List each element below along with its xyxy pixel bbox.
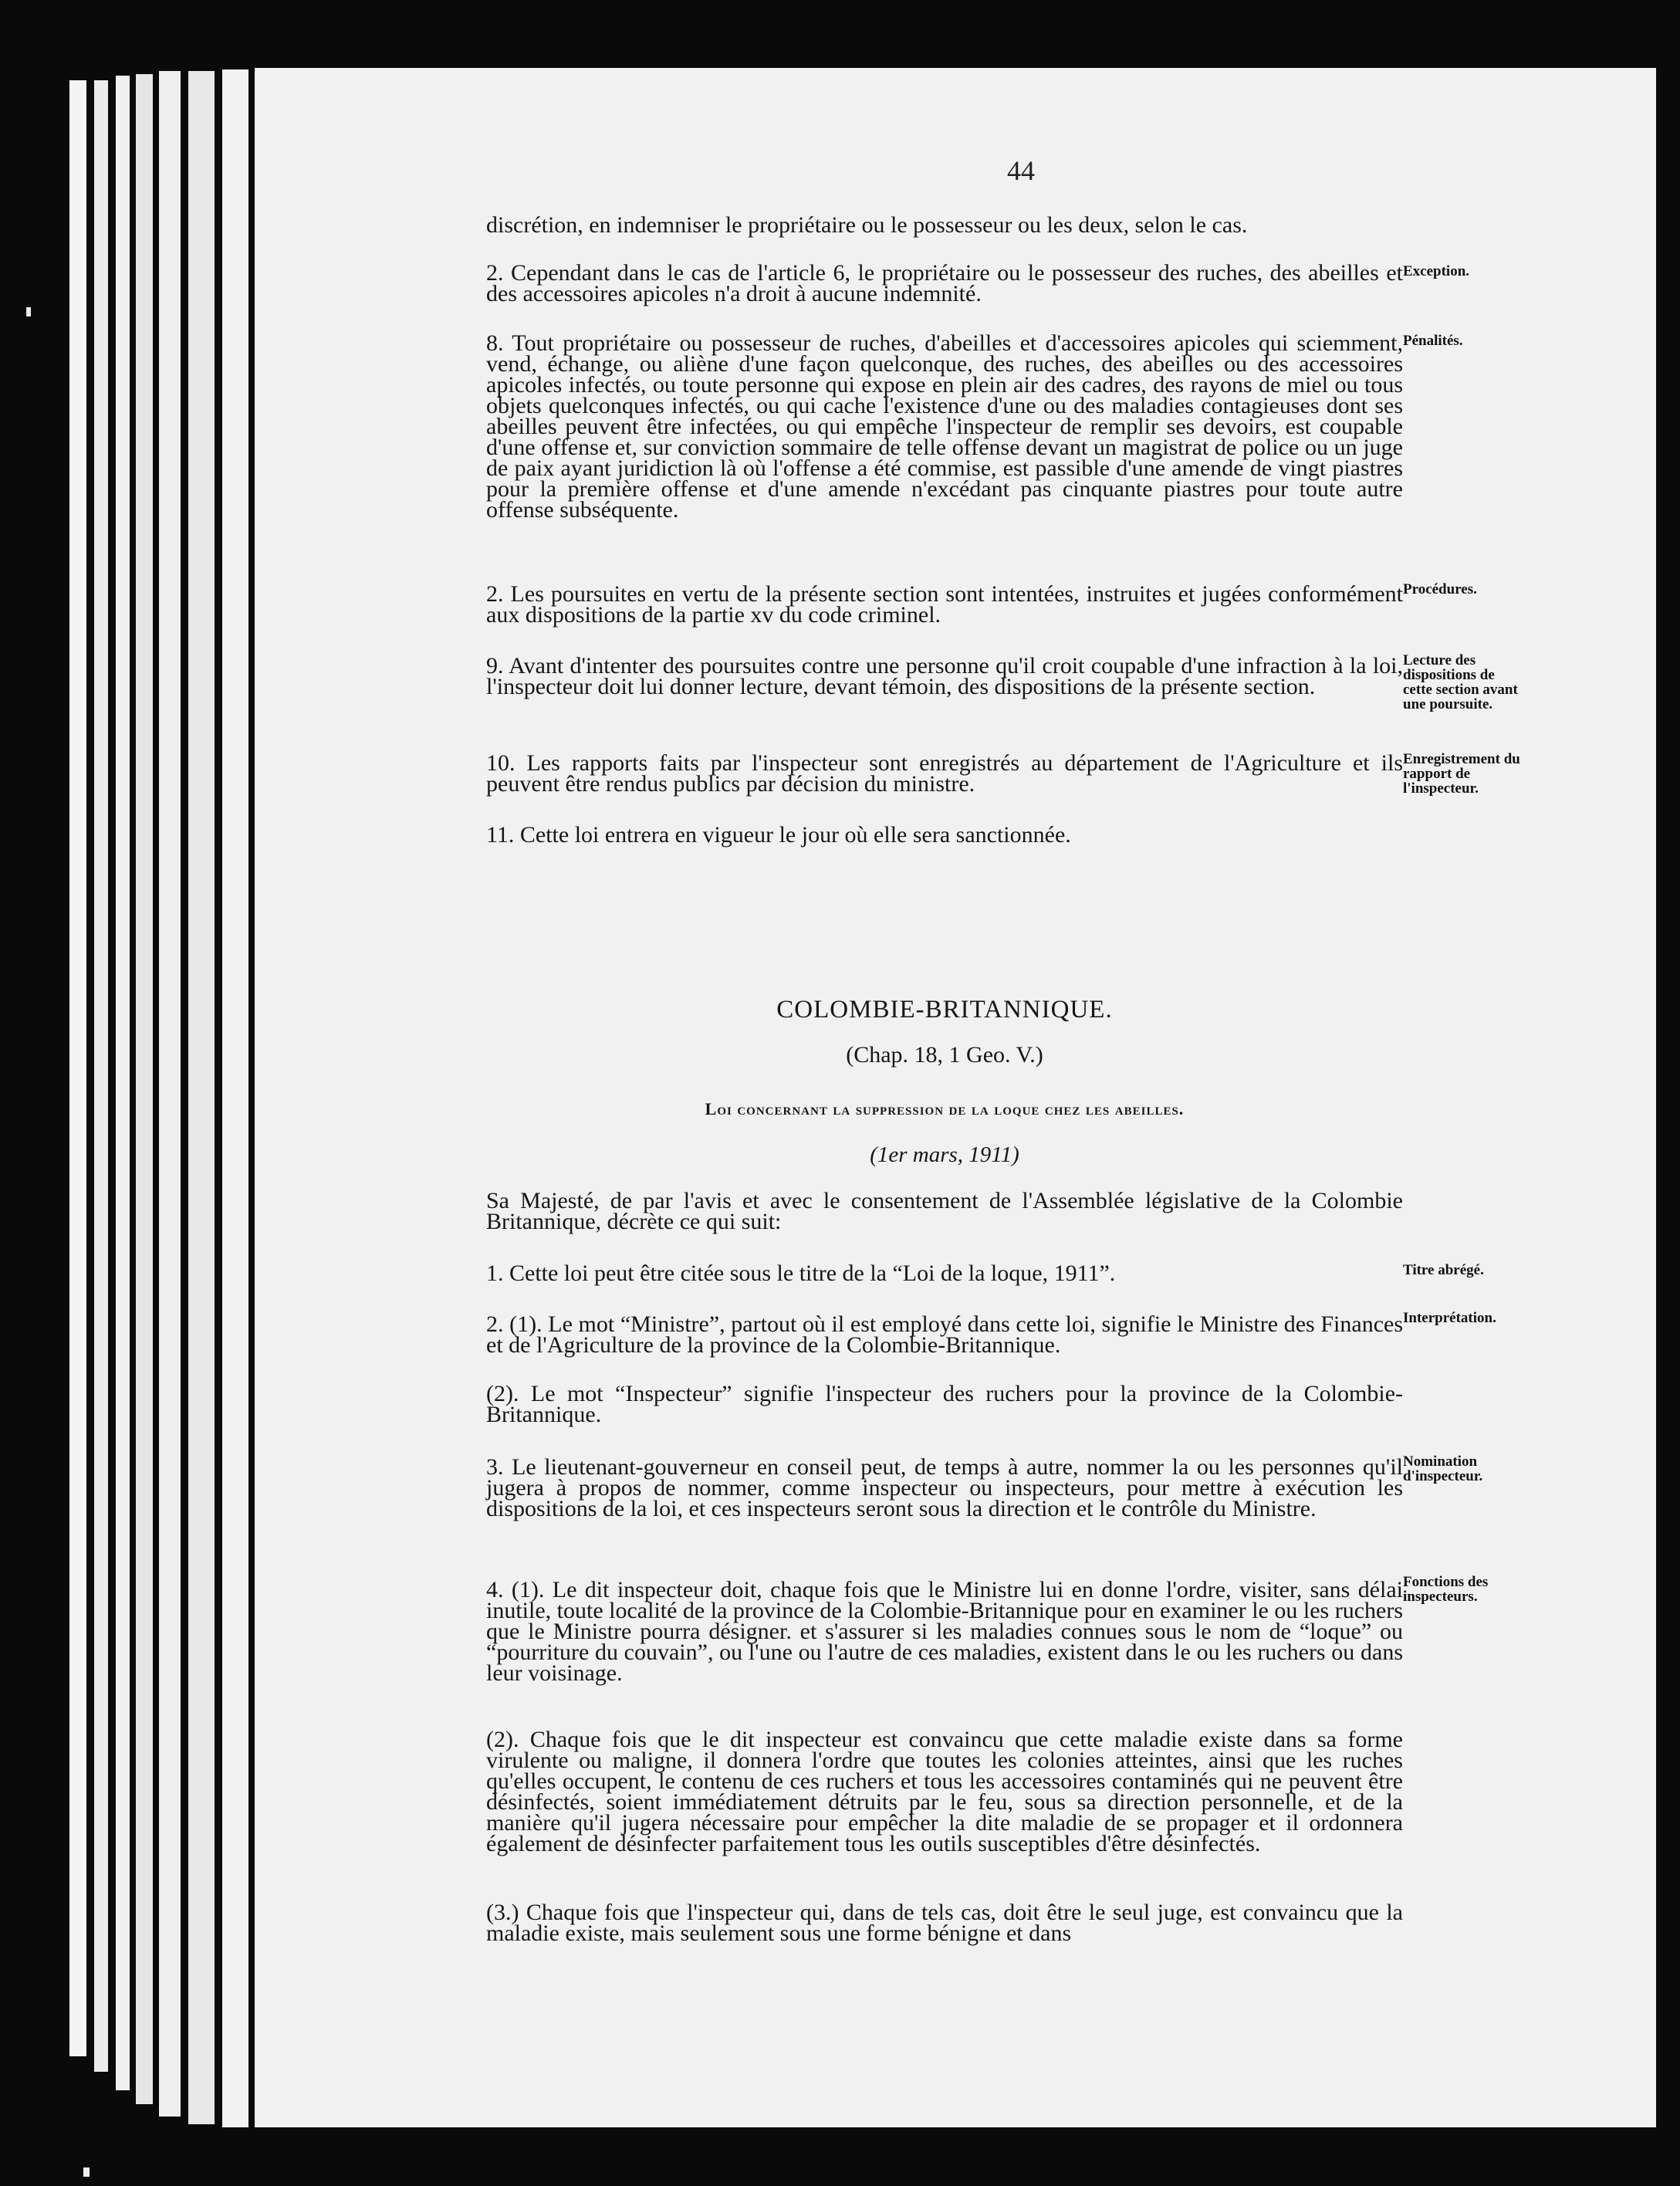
paragraph-procedures: 2. Les poursuites en vertu de la présente section sont intentées, instruites et jugées conformément aux dispositions de la partie xv du code criminel.: [486, 581, 1403, 628]
margin-note-titre: Titre abrégé.: [1403, 1262, 1484, 1278]
paragraph-section-9: 9. Avant d'intenter des poursuites contre une personne qu'il croit coupable d'une infraction à la loi, l'inspecteur doit lui donner lecture, devant témoin, des dispositions de la présente section.: [486, 653, 1403, 699]
page-stack-edge: [69, 80, 86, 2056]
margin-note-nomination: Nomination d'inspecteur.: [1403, 1453, 1483, 1484]
page-stack-edge: [188, 71, 215, 2124]
paragraph-continuation: discrétion, en indemniser le propriétaire ou le possesseur ou les deux, selon le cas.: [486, 212, 1248, 238]
film-speck: [83, 2167, 90, 2177]
margin-note-procedures: Procédures.: [1403, 581, 1477, 597]
paragraph-section-4-2: (2). Chaque fois que le dit inspecteur est convaincu que cette maladie existe dans sa forme virulente ou maligne, il donnera l'ordre que toutes les colonies atteintes, ainsi que les ruches qu'elles occupent, le contenu de ces ruchers et tous les accessoires contaminés qui ne peuvent être désinfectés, soient immédiatement détruits par le feu, sous sa direction personnelle, et de la manière qu'il jugera nécessaire pour empêcher la dite maladie de se propager et il ordonnera également de désinfecter parfaitement tous les outils susceptibles d'être désinfectés.: [486, 1727, 1403, 1856]
paragraph-section-2-1: 2. (1). Le mot “Ministre”, partout où il est employé dans cette loi, signifie le Ministre des Finances et de l'Agriculture de la province de la Colombie-Britannique.: [486, 1311, 1403, 1358]
paragraph-section-3: 3. Le lieutenant-gouverneur en conseil peut, de temps à autre, nommer la ou les personnes qu'il jugera à propos de nommer, comme inspecteur ou inspecteurs, pour mettre à exécution les dispositions de la loi, et ces inspecteurs seront sous la direction et le contrôle du Ministre.: [486, 1454, 1403, 1521]
page-stack-edge: [94, 80, 108, 2072]
paragraph-exception: 2. Cependant dans le cas de l'article 6, le propriétaire ou le possesseur des ruches, des abeilles et des accessoires apicoles n'a droit à aucune indemnité.: [486, 260, 1403, 306]
paragraph-section-4-3: (3.) Chaque fois que l'inspecteur qui, dans de tels cas, doit être le seul juge, est convaincu que la maladie existe, mais seulement sous une forme bénigne et dans: [486, 1900, 1403, 1946]
act-date: (1er mars, 1911): [870, 1142, 1019, 1167]
chapter-reference: (Chap. 18, 1 Geo. V.): [846, 1042, 1043, 1068]
page-stack-edge: [116, 76, 130, 2090]
film-speck: [26, 307, 31, 316]
paragraph-section-10: 10. Les rapports faits par l'inspecteur sont enregistrés au département de l'Agriculture et ils peuvent être rendus publics par décision du ministre.: [486, 750, 1403, 797]
margin-note-lecture: Lecture des dispositions de cette section avant une poursuite.: [1403, 652, 1518, 712]
paragraph-section-8: 8. Tout propriétaire ou possesseur de ruches, d'abeilles et d'accessoires apicoles qui sciemment, vend, échange, ou aliène d'une façon quelconque, des ruches, des abeilles ou des accessoires apicoles infectés, ou toute personne qui expose en plein air des cadres, des rayons de miel ou tous objets quelconques infectés, ou qui cache l'existence d'une ou des maladies contagieuses dont ses abeilles peuvent être infectées, ou qui empêche l'inspecteur de remplir ses devoirs, est coupable d'une offense et, sur conviction sommaire de telle offense devant un magistrat de police ou un juge de paix ayant juridiction là où l'offense a été commise, est passible d'une amende de vingt piastres pour la première offense et d'une amende n'excédant pas cinquante piastres pour toute autre offense subséquente.: [486, 330, 1403, 523]
margin-note-penalites: Pénalités.: [1403, 333, 1463, 349]
paragraph-section-1: 1. Cette loi peut être citée sous le titre de la “Loi de la loque, 1911”.: [486, 1261, 1116, 1286]
paragraph-enactment: Sa Majesté, de par l'avis et avec le consentement de l'Assemblée législative de la Colombie Britannique, décrète ce qui suit:: [486, 1188, 1403, 1234]
margin-note-interpretation: Interprétation.: [1403, 1310, 1496, 1326]
act-title: Loi concernant la suppression de la loque chez les abeilles.: [705, 1099, 1185, 1118]
paragraph-section-2-2: (2). Le mot “Inspecteur” signifie l'inspecteur des ruchers pour la province de la Colombie-Britannique.: [486, 1381, 1403, 1427]
paragraph-section-11: 11. Cette loi entrera en vigueur le jour où elle sera sanctionnée.: [486, 822, 1071, 848]
page-number: 44: [1007, 155, 1035, 186]
page-stack-edge: [136, 74, 153, 2104]
page-stack-edge: [222, 69, 248, 2127]
margin-note-fonctions: Fonctions des inspecteurs.: [1403, 1574, 1489, 1605]
margin-note-exception: Exception.: [1403, 263, 1470, 279]
section-heading: COLOMBIE-BRITANNIQUE.: [776, 996, 1113, 1024]
margin-note-enregistrement: Enregistrement du rapport de l'inspecteur.: [1403, 751, 1520, 797]
page-stack-edge: [159, 71, 181, 2117]
paragraph-section-4-1: 4. (1). Le dit inspecteur doit, chaque fois que le Ministre lui en donne l'ordre, visiter, sans délai inutile, toute localité de la province de la Colombie-Britannique pour en examiner le ou les ruchers que le Ministre pourra désigner. et s'assurer si les maladies connues sous le nom de “loque” ou “pourriture du couvain”, ou l'une ou l'autre de ces maladies, existent dans le ou les ruchers ou dans leur voisinage.: [486, 1577, 1403, 1686]
